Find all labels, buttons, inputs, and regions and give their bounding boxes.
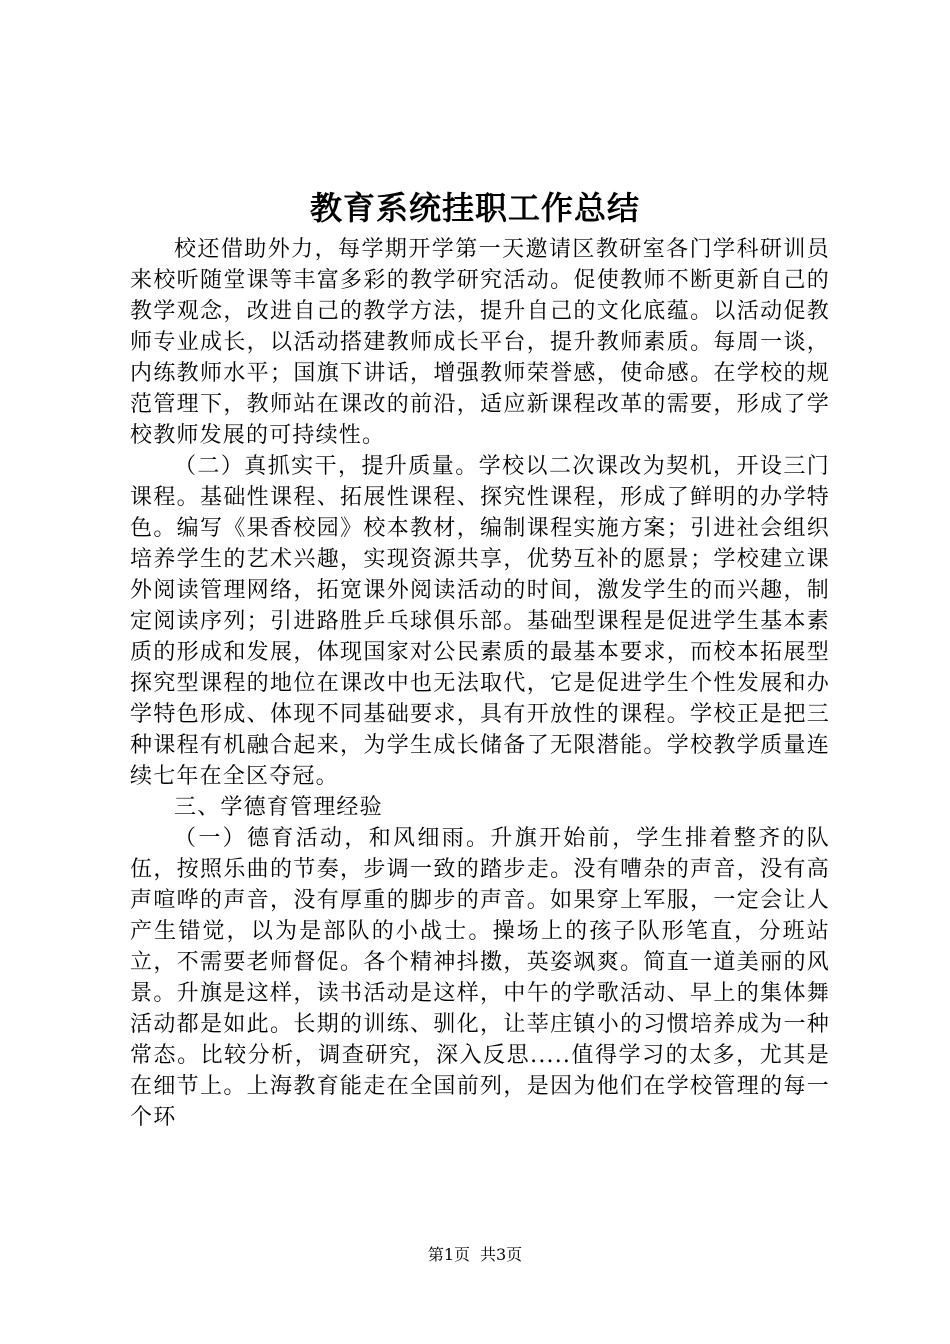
paragraph-moral-activities: （一）德育活动，和风细雨。升旗开始前，学生排着整齐的队伍，按照乐曲的节奏，步调一致的踏步走。没有嘈杂的声音，没有高声喧哗的声音，没有厚重的脚步的声音。如果穿上军服，一定会让人产生错觉，以为是部队的小战士。操场上的孩子队形笔直，分班站立，不需要老师督促。各个精神抖擞，英姿飒爽。简直一道美丽的风景。升旗是这样，读书活动是这样，中午的学歌活动、早上的集体舞活动都是如此。长期的训练、驯化，让莘庄镇小的习惯培养成为一种常态。比较分析，调查研究，深入反思.....值得学习的太多，尤其是在细节上。上海教育能走在全国前列，是因为他们在学校管理的每一个环 <box>130 826 830 1130</box>
paragraph-curriculum-quality: （二）真抓实干，提升质量。学校以二次课改为契机，开设三门课程。基础性课程、拓展性课程、探究性课程，形成了鲜明的办学特色。编写《果香校园》校本教材，编制课程实施方案；引进社会组织培养学生的艺术兴趣，实现资源共享，优势互补的愿景；学校建立课外阅读管理网络，拓宽课外阅读活动的时间，激发学生的而兴趣，制定阅读序列；引进路胜乒乓球俱乐部。基础型课程是促进学生基本素质的形成和发展，体现国家对公民素质的最基本要求，而校本拓展型探究型课程的地位在课改中也无法取代，它是促进学生个性发展和办学特色形成、体现不同基础要求，具有开放性的课程。学校正是把三种课程有机融合起来，为学生成长储备了无限潜能。学校教学质量连续七年在全区夺冠。 <box>130 454 830 789</box>
paragraph-teacher-development: 校还借助外力，每学期开学第一天邀请区教研室各门学科研训员来校听随堂课等丰富多彩的教学研究活动。促使教师不断更新自己的教学观念，改进自己的教学方法，提升自己的文化底蕴。以活动促教师专业成长，以活动搭建教师成长平台，提升教师素质。每周一谈，内练教师水平；国旗下讲话，增强教师荣誉感，使命感。在学校的规范管理下，教师站在课改的前沿，适应新课程改革的需要，形成了学校教师发展的可持续性。 <box>130 237 830 448</box>
page-footer <box>0 1244 950 1266</box>
document-body <box>130 234 830 1133</box>
page-total: 共3页 <box>480 1245 523 1264</box>
page-number: 第1页 <box>427 1245 470 1264</box>
document-title: 教育系统挂职工作总结 <box>309 189 640 227</box>
section-heading-moral-education: 三、学德育管理经验 <box>174 795 383 820</box>
